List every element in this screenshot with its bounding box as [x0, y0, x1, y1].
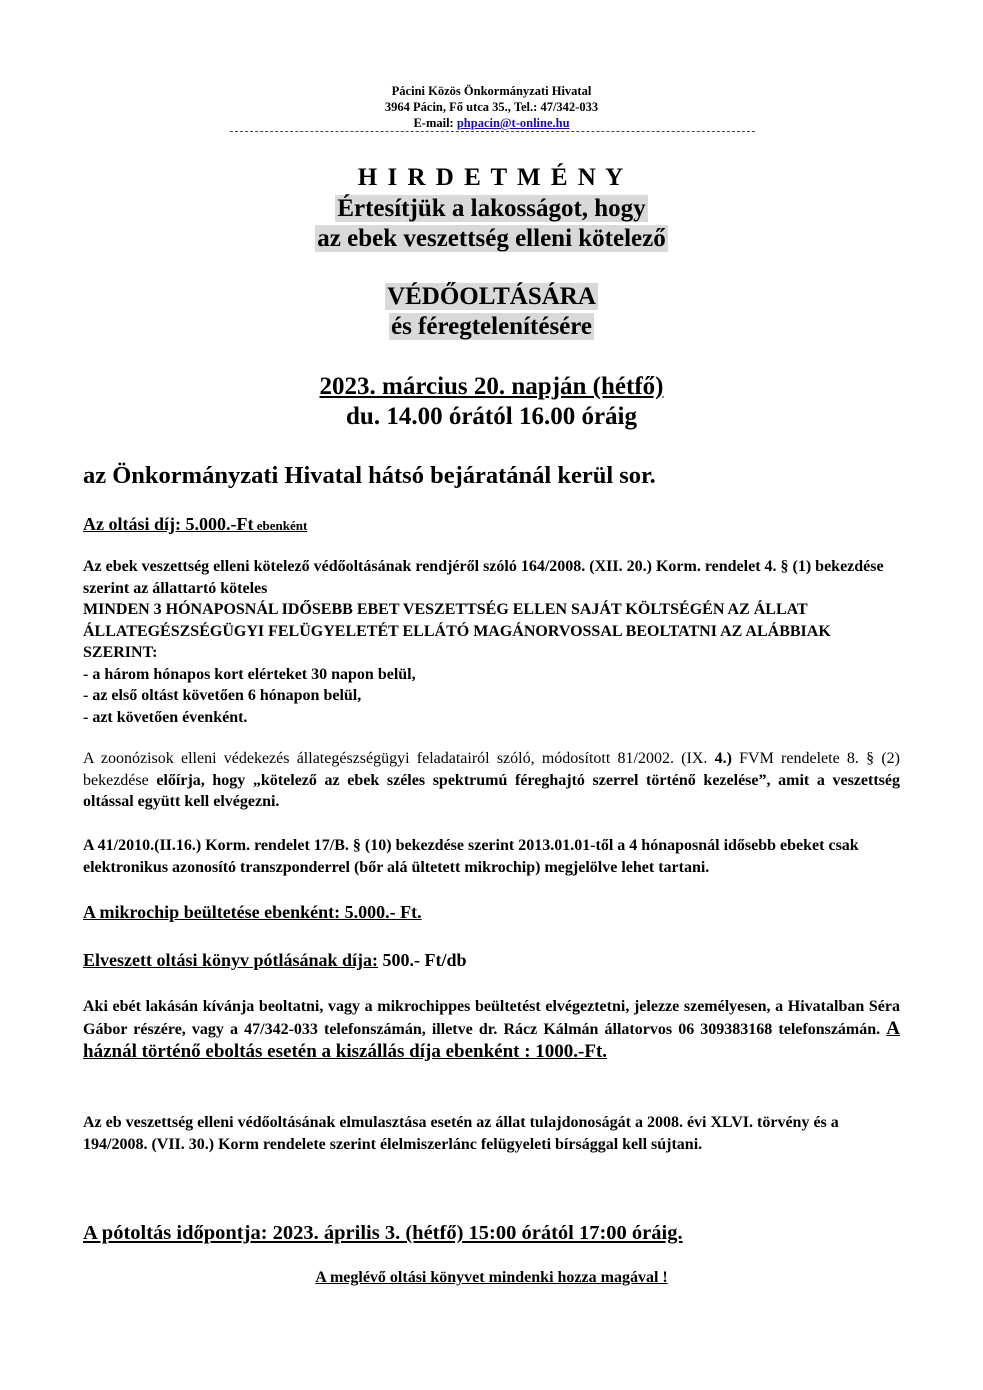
event-location: az Önkormányzati Hivatal hátsó bejáratánál kerül sor.	[83, 462, 656, 489]
event-time: du. 14.00 órától 16.00 óráig	[346, 403, 637, 430]
office-email-line	[0, 115, 983, 131]
email-label: E-mail:	[413, 116, 457, 130]
title-line-2: az ebek veszettség elleni kötelező	[317, 225, 666, 252]
lost-book-fee	[83, 948, 467, 972]
home-vaccination: Aki ebét lakásán kívánja beoltatni, vagy a mikrochippes beültetést elvégeztetni, jelezze személyesen, a Hivatalban Séra Gábor részére, vagy a 47/342-033 telefonszámán, illetve dr. Rácz Kálmán állatorvos 06 309383168 telefonszámán. A háznál történő eboltás esetén a kiszállás díja ebenként : 1000.-Ft.	[83, 998, 900, 1062]
regulation-section	[83, 556, 900, 728]
office-name: Pácini Közös Önkormányzati Hivatal	[391, 84, 592, 98]
regulation-caps: MINDEN 3 HÓNAPOSNÁL IDŐSEBB EBET VESZETTSÉG ELLEN SAJÁT KÖLTSÉGÉN AZ ÁLLAT ÁLLATEGÉSZSÉGÜGYI FELÜGYELETÉT ELLÁTÓ MAGÁNORVOSSAL BEOLTATNI AZ ALÁBBIAK SZERINT:	[83, 601, 831, 661]
event-date: 2023. március 20. napján (hétfő)	[319, 373, 664, 400]
zoonosis-paragraph: A zoonózisok elleni védekezés állategészségügyi feladatairól szóló, módosított 81/2002. (IX. 4.) FVM rendelete 8. § (2) bekezdése előírja, hogy „kötelező az ebek széles spektrumú féreghajtó szerrel történő kezelése”, amit a veszettség oltással együtt kell elvégezni.	[83, 750, 901, 810]
home-visit-fee: A háznál történő eboltás esetén a kiszállás díja ebenként : 1000.-Ft.	[83, 1018, 900, 1062]
makeup-date: A pótoltás időpontja: 2023. április 3. (hétfő) 15:00 órától 17:00 óráig.	[83, 1222, 683, 1244]
reminder-note: A meglévő oltási könyvet mindenki hozza magával !	[315, 1269, 668, 1286]
title-line-1: Értesítjük a lakosságot, hogy	[337, 195, 646, 222]
penalty-notice: Az eb veszettség elleni védőoltásának elmulasztása esetén az állat tulajdonoságát a 2008. évi XLVI. törvény és a 194/2008. (VII. 30.) Korm rendelete szerint élelmiszerlánc felügyeleti bírsággal kell sújtani.	[83, 1114, 839, 1153]
regulation-item: - az első oltást követően 6 hónapon belül,	[83, 687, 362, 704]
regulation-item: - azt követően évenként.	[83, 708, 248, 726]
microchip-fee: A mikrochip beültetése ebenként: 5.000.- Ft.	[83, 902, 422, 922]
fee-suffix: ebenként	[253, 518, 308, 533]
title-line-3: VÉDŐOLTÁSÁRA	[387, 283, 596, 310]
notice-heading: H I R D E T M É N Y	[357, 164, 626, 191]
lost-book-label: Elveszett oltási könyv pótlásának díja:	[83, 950, 379, 970]
regulation-item: - a három hónapos kort elérteket 30 napon belül,	[83, 665, 416, 683]
vaccination-fee	[83, 512, 307, 538]
email-link[interactable]: phpacin@t-online.hu	[456, 116, 570, 130]
lost-book-value: 500.- Ft/db	[378, 950, 467, 970]
microchip-rule: A 41/2010.(II.16.) Korm. rendelet 17/B. § (10) bekezdése szerint 2013.01.01-től a 4 hónaposnál idősebb ebeket csak elektronikus azonosító transzponderrel (bőr alá ültetett mikrochip) megjelölve lehet tartani.	[83, 837, 859, 876]
title-line-4: és féregtelenítésére	[390, 313, 593, 340]
office-address: 3964 Pácin, Fő utca 35., Tel.: 47/342-033	[384, 100, 599, 114]
fee-label: Az oltási díj: 5.000.-Ft	[83, 514, 254, 534]
regulation-intro: Az ebek veszettség elleni kötelező védőoltásának rendjéről szóló 164/2008. (XII. 20.) Korm. rendelet 4. § (1) bekezdése szerint az állattartó köteles	[83, 558, 884, 597]
header-divider	[230, 131, 755, 132]
